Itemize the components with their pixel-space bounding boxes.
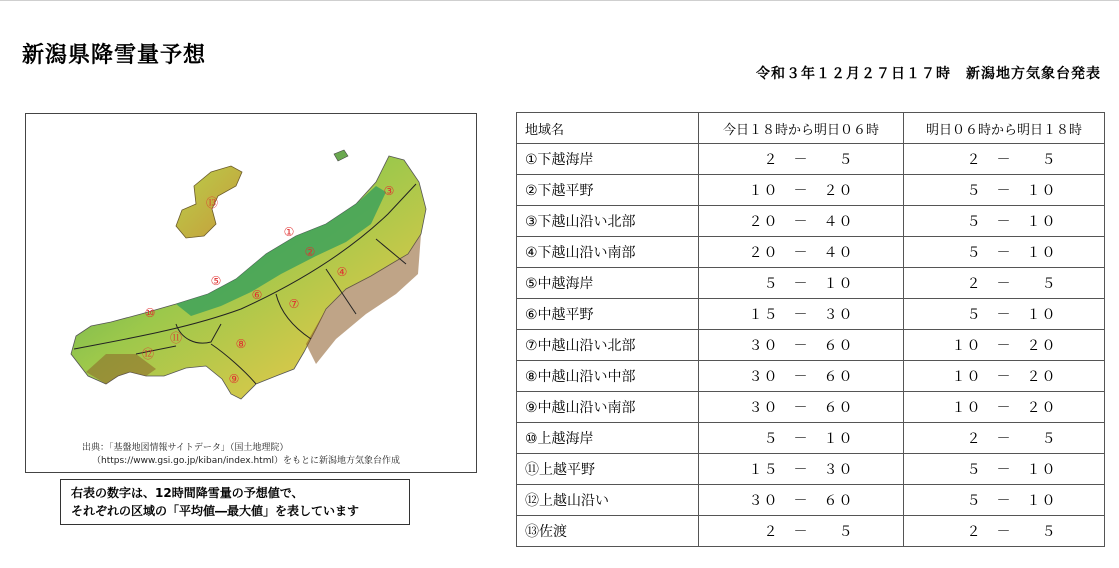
period-2-cell: １０ － ２０ [904,361,1105,392]
period-2-cell: ５ － １０ [904,206,1105,237]
area-name-cell: ⑤中越海岸 [517,268,699,299]
period-2-cell: ５ － １０ [904,485,1105,516]
map-label-9: ⑨ [228,372,240,386]
period-2-cell: ２ － ５ [904,144,1105,175]
table-row [517,206,1105,237]
table-row [517,361,1105,392]
area-name-cell: ⑬佐渡 [517,516,699,547]
area-name-cell: ④下越山沿い南部 [517,237,699,268]
map-label-13: ⑬ [205,196,219,210]
period-1-cell: ３０ － ６０ [699,392,904,423]
period-1-cell: ２０ － ４０ [699,206,904,237]
map-graphic [26,114,476,472]
map-label-7: ⑦ [288,297,300,311]
header-period-2: 明日０６時から明日１８時 [904,113,1105,144]
area-name-cell: ⑫上越山沿い [517,485,699,516]
table-row [517,485,1105,516]
map-label-2: ② [304,245,316,259]
period-1-cell: ５ － １０ [699,268,904,299]
table-header-row [517,113,1105,144]
period-1-cell: ３０ － ６０ [699,485,904,516]
awashima-island [334,150,348,161]
header-area-name: 地域名 [517,113,699,144]
period-1-cell: ３０ － ６０ [699,361,904,392]
period-2-cell: ５ － １０ [904,237,1105,268]
note-line1: 右表の数字は、12時間降雪量の予想値で、 [71,486,304,500]
period-1-cell: ２ － ５ [699,516,904,547]
note-line2: それぞれの区域の「平均値―最大値」を表しています [71,504,360,518]
period-1-cell: １５ － ３０ [699,454,904,485]
map-credit [82,442,400,468]
map-label-10: ⑩ [144,306,156,320]
header-period-1: 今日１８時から明日０６時 [699,113,904,144]
table-row [517,454,1105,485]
period-1-cell: ５ － １０ [699,423,904,454]
period-2-cell: ２ － ５ [904,516,1105,547]
map-label-1: ① [283,225,295,239]
map-label-3: ③ [383,184,395,198]
snowfall-forecast-table [516,112,1105,547]
map-label-4: ④ [336,265,348,279]
period-2-cell: １０ － ２０ [904,330,1105,361]
period-2-cell: ２ － ５ [904,423,1105,454]
area-name-cell: ⑩上越海岸 [517,423,699,454]
area-name-cell: ⑦中越山沿い北部 [517,330,699,361]
map-credit-line2: （https://www.gsi.go.jp/kiban/index.html）をもとに新潟地方気象台作成 [92,456,400,466]
period-2-cell: ５ － １０ [904,454,1105,485]
period-1-cell: １０ － ２０ [699,175,904,206]
table-row [517,237,1105,268]
map-label-6: ⑥ [251,288,263,302]
issued-datetime: 令和３年１２月２７日１７時 新潟地方気象台発表 [756,66,1101,82]
map-label-5: ⑤ [210,274,222,288]
period-1-cell: １５ － ３０ [699,299,904,330]
top-border [0,0,1119,1]
table-row [517,299,1105,330]
table-row [517,175,1105,206]
map-credit-line1: 出典：「基盤地図情報サイトデータ」（国土地理院） [82,443,289,453]
period-2-cell: ５ － １０ [904,299,1105,330]
table-row [517,330,1105,361]
area-name-cell: ⑧中越山沿い中部 [517,361,699,392]
map-label-11: ⑪ [169,331,183,345]
table-body [517,144,1105,547]
area-name-cell: ⑨中越山沿い南部 [517,392,699,423]
table-row [517,268,1105,299]
period-2-cell: ５ － １０ [904,175,1105,206]
area-name-cell: ①下越海岸 [517,144,699,175]
table-row [517,392,1105,423]
table-row [517,516,1105,547]
niigata-map [25,113,477,473]
explanatory-note [60,479,410,525]
period-2-cell: １０ － ２０ [904,392,1105,423]
area-name-cell: ⑪上越平野 [517,454,699,485]
table-row [517,144,1105,175]
period-2-cell: ２ － ５ [904,268,1105,299]
period-1-cell: ２ － ５ [699,144,904,175]
area-name-cell: ⑥中越平野 [517,299,699,330]
map-label-12: ⑫ [141,347,155,361]
page-title: 新潟県降雪量予想 [22,43,207,68]
map-label-8: ⑧ [235,337,247,351]
period-1-cell: ３０ － ６０ [699,330,904,361]
table-row [517,423,1105,454]
area-name-cell: ②下越平野 [517,175,699,206]
period-1-cell: ２０ － ４０ [699,237,904,268]
area-name-cell: ③下越山沿い北部 [517,206,699,237]
